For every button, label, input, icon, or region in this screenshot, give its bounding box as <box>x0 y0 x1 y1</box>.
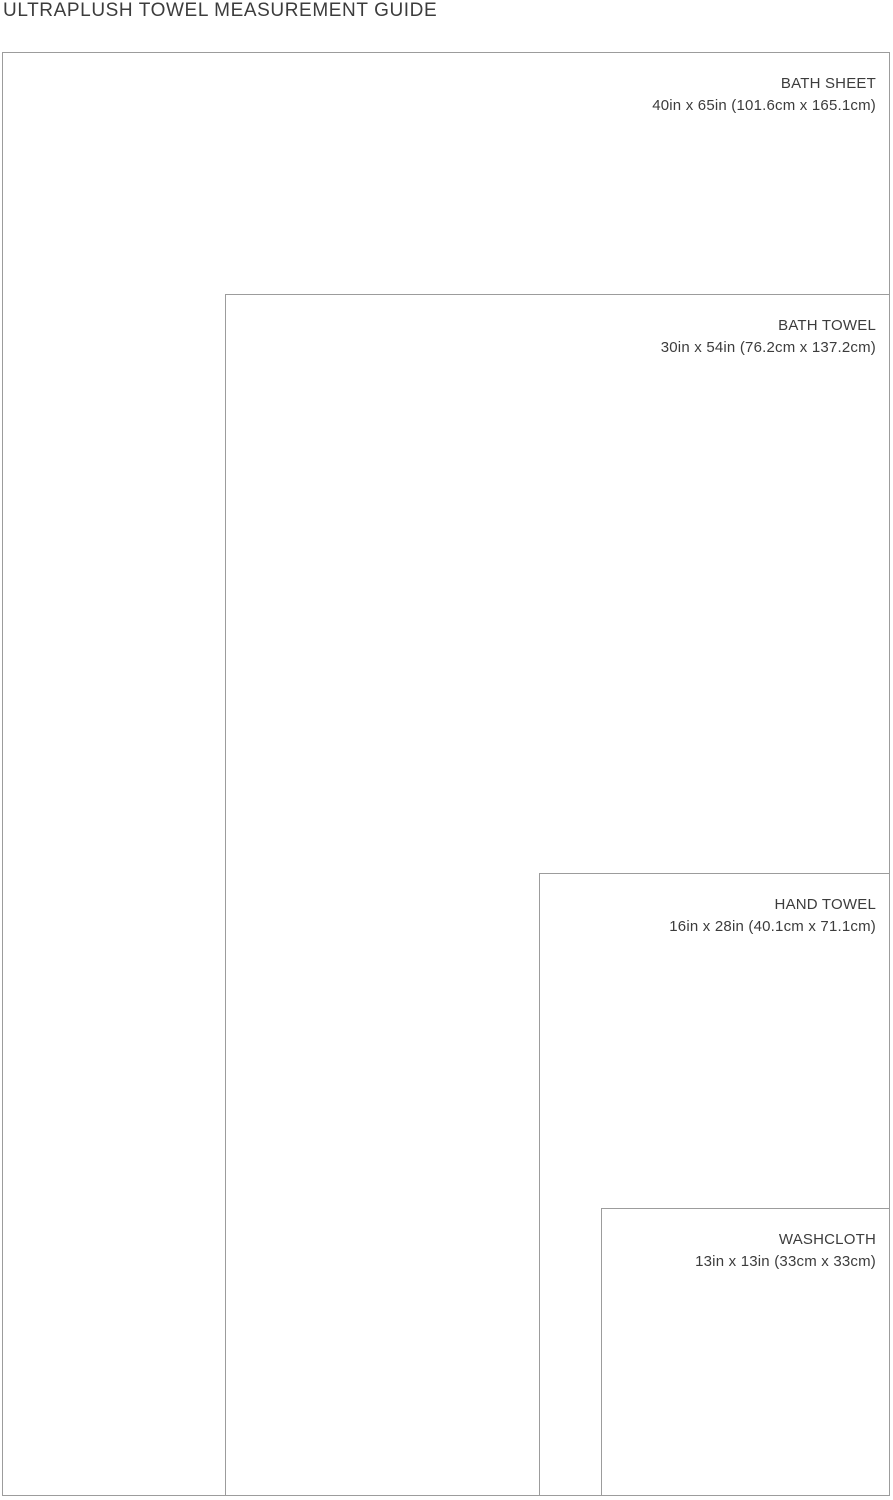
washcloth-label <box>695 1229 876 1273</box>
hand-towel-label <box>669 894 876 938</box>
bath-towel-name: BATH TOWEL <box>778 317 876 334</box>
bath-towel-dimensions: 30in x 54in (76.2cm x 137.2cm) <box>660 339 876 356</box>
washcloth-rect <box>601 1208 890 1496</box>
washcloth-dimensions: 13in x 13in (33cm x 33cm) <box>695 1253 876 1270</box>
washcloth-name: WASHCLOTH <box>778 1231 876 1248</box>
bath-sheet-dimensions: 40in x 65in (101.6cm x 165.1cm) <box>652 97 876 114</box>
page-title: ULTRAPLUSH TOWEL MEASUREMENT GUIDE <box>3 0 438 21</box>
bath-sheet-name: BATH SHEET <box>780 75 876 92</box>
hand-towel-name: HAND TOWEL <box>774 896 876 913</box>
bath-towel-label <box>661 315 876 359</box>
bath-sheet-label <box>652 73 876 117</box>
hand-towel-dimensions: 16in x 28in (40.1cm x 71.1cm) <box>669 918 876 935</box>
